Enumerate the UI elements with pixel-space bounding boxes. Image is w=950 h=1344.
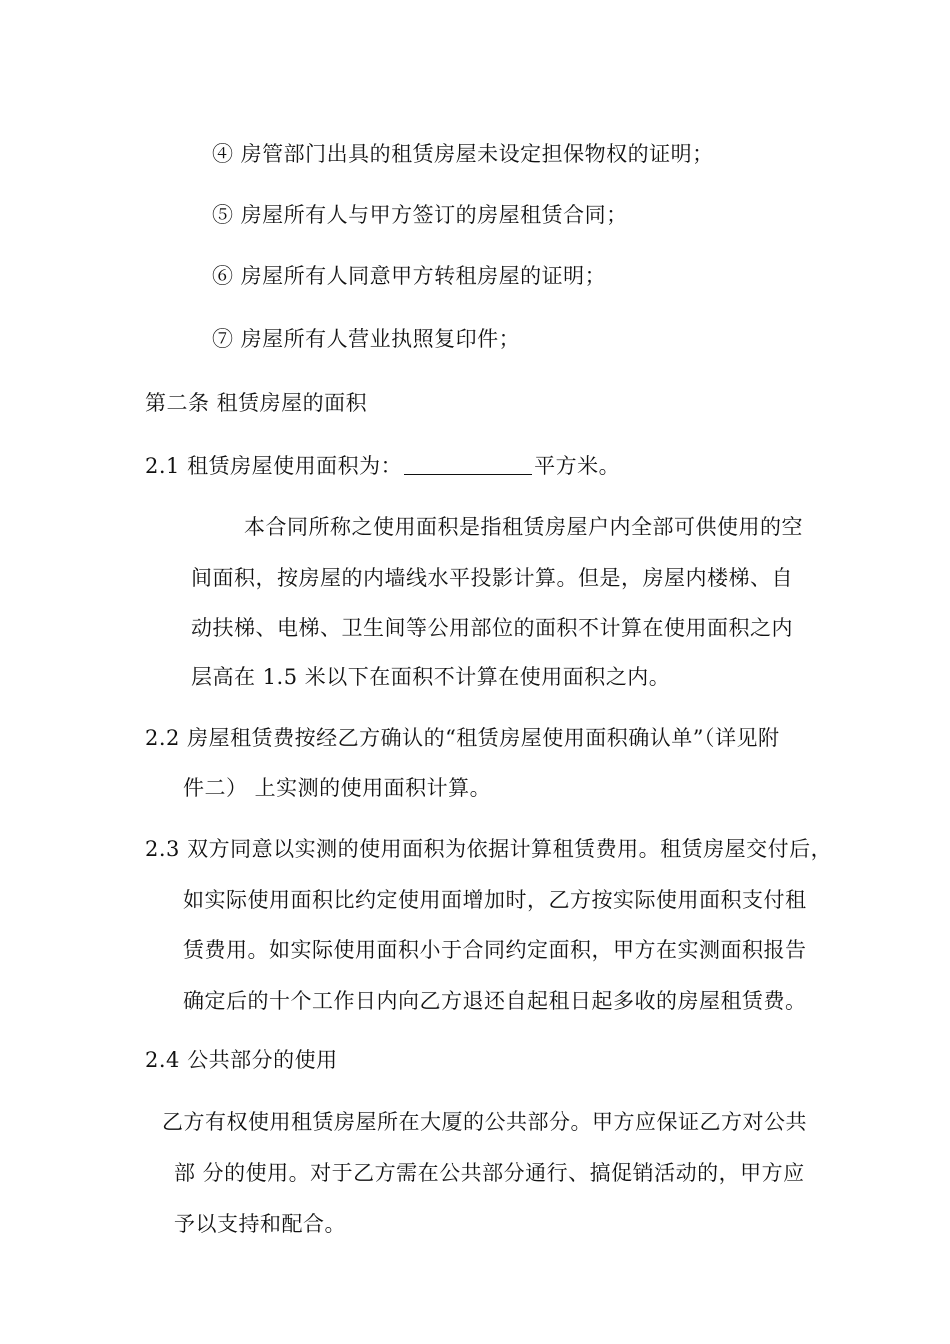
section-2-3-line: 确定后的十个工作日内向乙方退还自起租日起多收的房屋租赁费。 <box>183 989 807 1013</box>
section-2-3-line: 赁费用。如实际使用面积小于合同约定面积，甲方在实测面积报告 <box>183 938 807 962</box>
list-item-7: ⑦ 房屋所有人营业执照复印件； <box>212 327 521 351</box>
section-2-4-title: 2.4 公共部分的使用 <box>145 1048 338 1072</box>
section-2-1-prefix: 2.1 租赁房屋使用面积为： <box>145 454 403 478</box>
section-2-3-line: 2.3 双方同意以实测的使用面积为依据计算租赁费用。租赁房屋交付后， <box>145 837 833 861</box>
section-2-2-line: 2.2 房屋租赁费按经乙方确认的“租赁房屋使用面积确认单”（详见附 <box>145 726 780 750</box>
section-2-2-line: 件二） 上实测的使用面积计算。 <box>183 776 492 800</box>
list-item-5: ⑤ 房屋所有人与甲方签订的房屋租赁合同； <box>212 203 628 227</box>
article-2-title: 第二条 租赁房屋的面积 <box>145 391 368 415</box>
section-2-4-para-line: 乙方有权使用租赁房屋所在大厦的公共部分。甲方应保证乙方对公共 <box>162 1110 807 1134</box>
area-blank-field[interactable] <box>404 454 532 475</box>
section-2-4-para-line: 予以支持和配合。 <box>174 1212 346 1236</box>
section-2-3-line: 如实际使用面积比约定使用面增加时，乙方按实际使用面积支付租 <box>183 888 807 912</box>
section-2-1-para-line: 动扶梯、电梯、卫生间等公用部位的面积不计算在使用面积之内 <box>191 616 793 640</box>
section-2-1 <box>145 452 620 480</box>
section-2-4-para-line: 部 分的使用。对于乙方需在公共部分通行、搞促销活动的，甲方应 <box>174 1161 805 1185</box>
list-item-6: ⑥ 房屋所有人同意甲方转租房屋的证明； <box>212 264 607 288</box>
section-2-1-para-line: 层高在 1.5 米以下在面积不计算在使用面积之内。 <box>191 665 671 689</box>
section-2-1-para-line: 间面积，按房屋的内墙线水平投影计算。但是，房屋内楼梯、自 <box>191 566 793 590</box>
list-item-4: ④ 房管部门出具的租赁房屋未设定担保物权的证明； <box>212 142 714 166</box>
section-2-1-suffix: 平方米。 <box>534 454 621 478</box>
section-2-1-para-line: 本合同所称之使用面积是指租赁房屋户内全部可供使用的空 <box>244 515 803 539</box>
